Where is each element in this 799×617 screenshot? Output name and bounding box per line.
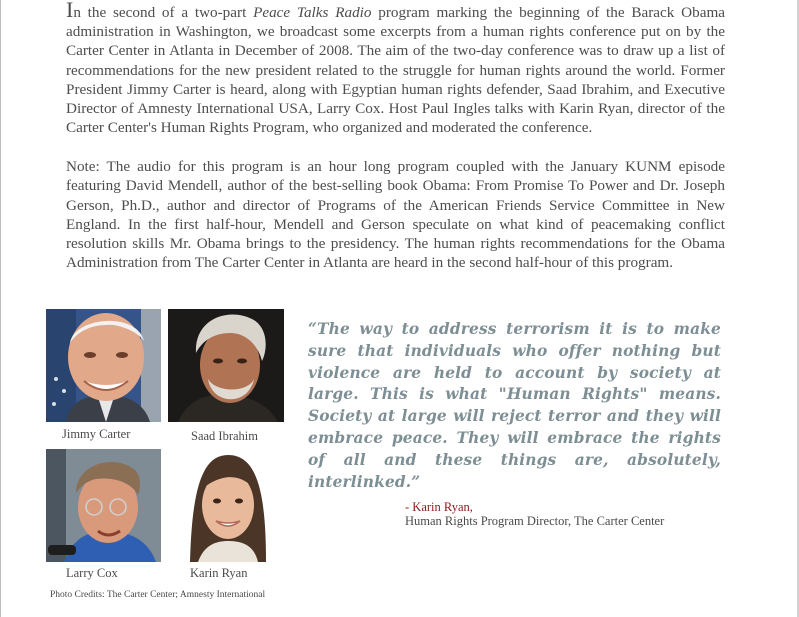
quote-attribution <box>405 500 664 528</box>
photo-saad-ibrahim <box>168 309 284 422</box>
photo-karin-ryan <box>168 449 284 562</box>
portrait-saad-ibrahim-image <box>168 309 284 422</box>
photo-jimmy-carter <box>46 309 161 422</box>
program-title: Peace Talks Radio <box>253 4 372 21</box>
intro-text-rest: program marking the beginning of the Barack Obama administration in Washington, we broadcast some excerpts from a human rights conference put on by the Carter Center in Atlanta in December of 2008. The aim of the two-day conference was to draw up a list of recommendations for the new president related to the struggle for human rights around the world. Former President Jimmy Carter is heard, along with Egyptian human rights defender, Saad Ibrahim, and Executive Director of Amnesty International USA, Larry Cox. Host Paul Ingles talks with Karin Ryan, director of the Carter Center's Human Rights Program, who organized and moderated the conference. <box>66 4 725 137</box>
intro-text-start: n the second of a two-part <box>73 4 254 21</box>
caption-jimmy-carter: Jimmy Carter <box>62 427 131 441</box>
caption-karin-ryan: Karin Ryan <box>190 566 248 580</box>
portrait-larry-cox-image <box>46 449 161 562</box>
attribution-title: Human Rights Program Director, The Carter Center <box>405 514 665 528</box>
caption-larry-cox: Larry Cox <box>66 566 118 580</box>
photo-larry-cox <box>46 449 161 562</box>
intro-paragraph <box>66 2 725 137</box>
photo-credits: Photo Credits: The Carter Center; Amnesty International <box>50 590 266 600</box>
portrait-karin-ryan-image <box>168 449 284 562</box>
note-paragraph: Note: The audio for this program is an hour long program coupled with the January KUNM episode featuring David Mendell, author of the best-selling book Obama: From Promise To Power and Dr. Joseph Gerson, Ph.D., author and director of Programs of the American Friends Service Committee in New England. In the first half-hour, Mendell and Gerson speculate on what kind of peacemaking conflict resolution skills Mr. Obama brings to the presidency. The human rights recommendations for the Obama Administration from The Carter Center in Atlanta are heard in the second half-hour of this program. <box>66 158 725 272</box>
caption-saad-ibrahim: Saad Ibrahim <box>191 429 258 443</box>
attribution-name: - Karin Ryan, <box>405 500 473 514</box>
page-border-left <box>0 0 1 617</box>
article-body <box>66 2 725 272</box>
pull-quote: “The way to address terrorism it is to make sure that individuals who offer nothing but violence are held to account by society at large. This is what "Human Rights" means. Society at large will reject terror and they will embrace peace. They will embrace the rights of all and these things are, absolutely, interlinked.” <box>308 320 721 491</box>
drop-cap: I <box>66 0 74 22</box>
portrait-jimmy-carter-image <box>46 309 161 422</box>
